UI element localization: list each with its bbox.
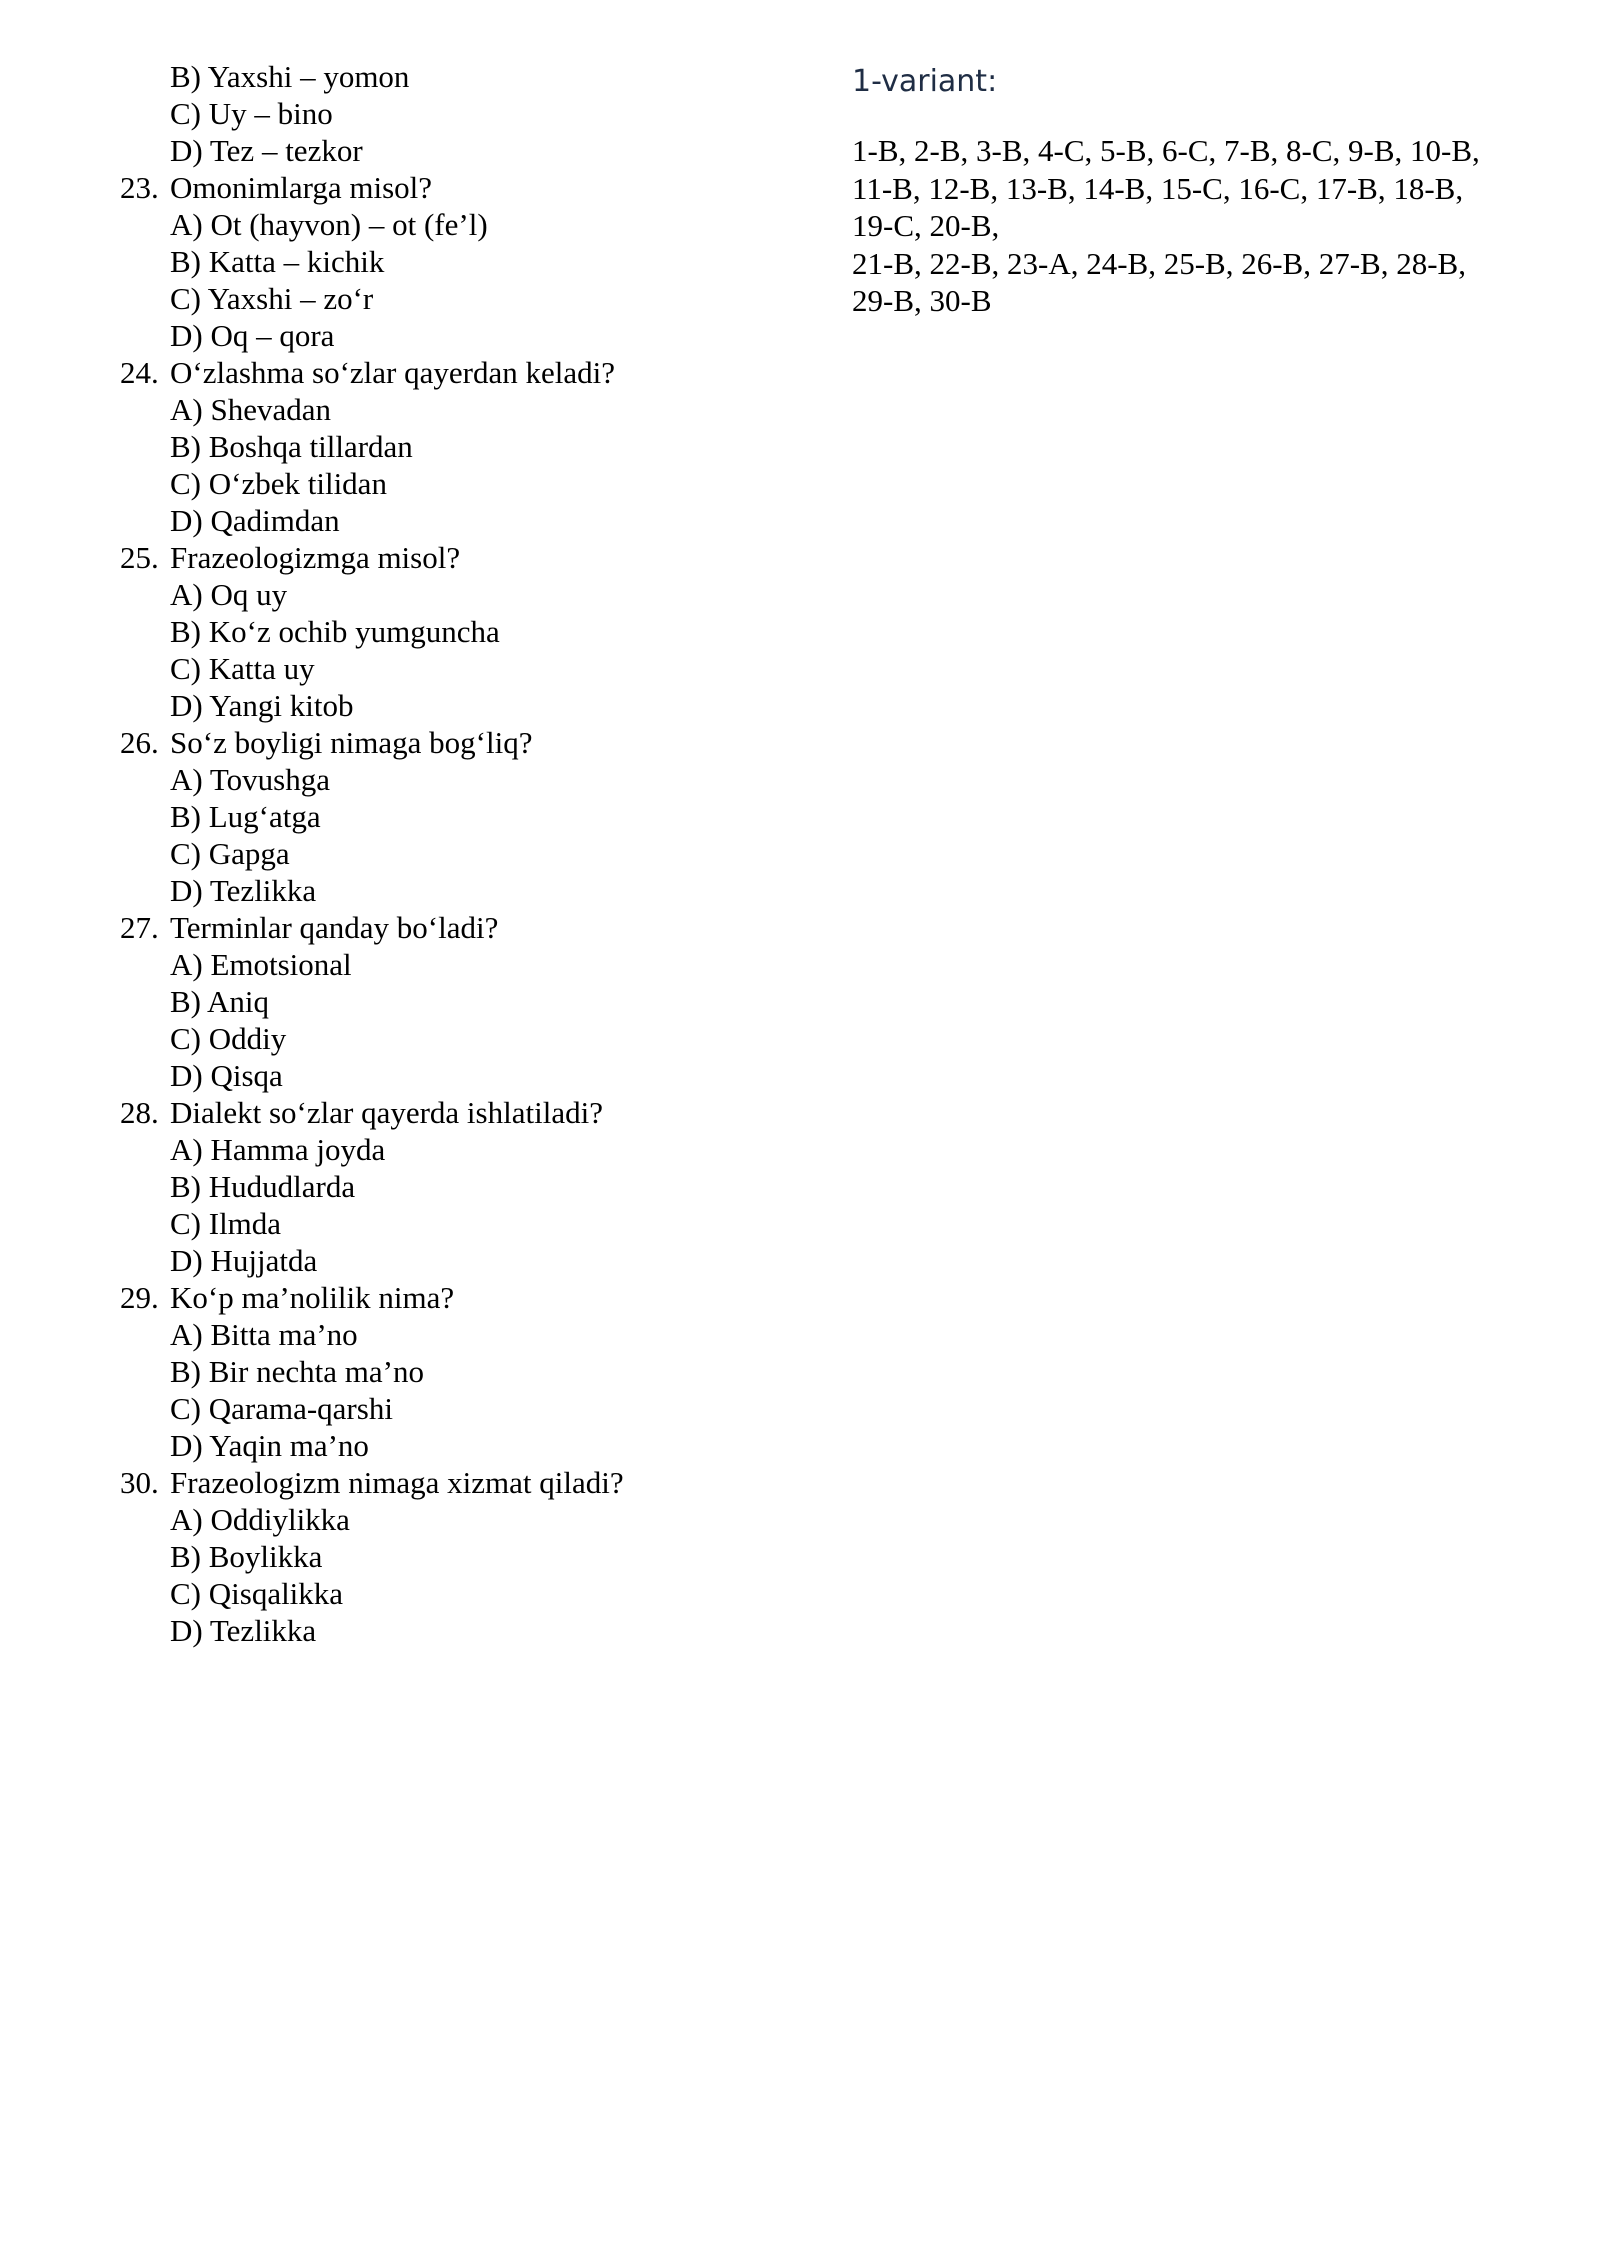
answer-line: 11-B, 12-B, 13-B, 14-B, 15-C, 16-C, 17-B, 18-B, [852,170,1464,206]
option: A) Shevadan [170,392,331,427]
answer-key-lines [852,132,1552,320]
question-block [120,1094,820,1279]
question-block [120,724,820,909]
option: D) Hujjatda [170,1243,318,1278]
question-number: 27. [120,910,159,945]
question [120,1279,820,1316]
option: B) Bir nechta ma’no [170,1354,424,1389]
option: A) Oq uy [170,577,288,612]
question-number: 28. [120,1095,159,1130]
question-block [120,1464,820,1649]
option: C) Gapga [170,836,290,871]
question-block [120,354,820,539]
question [120,169,820,206]
question-number: 26. [120,725,159,760]
question [120,539,820,576]
answer-line: 1-B, 2-B, 3-B, 4-C, 5-B, 6-C, 7-B, 8-C, 9-B, 10-B, [852,133,1480,168]
question-text: Omonimlarga misol? [170,170,433,205]
question [120,724,820,761]
question-text: Ko‘p ma’nolilik nima? [170,1280,455,1315]
answer-key-title: 1-variant: [852,64,998,99]
question-block [120,539,820,724]
option: C) Qarama-qarshi [170,1391,393,1426]
question-block [120,1279,820,1464]
question-block [120,909,820,1094]
question-number: 23. [120,170,159,205]
question-number: 24. [120,355,159,390]
question-text: O‘zlashma so‘zlar qayerdan keladi? [170,355,615,390]
option: A) Hamma joyda [170,1132,386,1167]
option: D) Qadimdan [170,503,340,538]
option: A) Tovushga [170,762,330,797]
option: D) Oq – qora [170,318,335,353]
question [120,909,820,946]
option: D) Tez – tezkor [170,133,363,168]
question [120,1094,820,1131]
option: B) Lug‘atga [170,799,321,834]
answer-key-column [852,58,1552,320]
option: D) Tezlikka [170,873,317,908]
questions-column [120,58,820,1649]
option: B) Aniq [170,984,270,1019]
option: C) Ilmda [170,1206,282,1241]
answer-line: 29-B, 30-B [852,283,992,318]
question-number: 30. [120,1465,159,1500]
option: C) Qisqalikka [170,1576,344,1611]
option: B) Boshqa tillardan [170,429,413,464]
option: C) Yaxshi – zo‘r [170,281,374,316]
answer-line: 21-B, 22-B, 23-A, 24-B, 25-B, 26-B, 27-B, 28-B, [852,245,1466,281]
option: B) Hududlarda [170,1169,356,1204]
option: A) Emotsional [170,947,352,982]
answer-line: 19-C, 20-B, [852,208,1000,243]
option: C) O‘zbek tilidan [170,466,387,501]
option: A) Bitta ma’no [170,1317,358,1352]
question-text: Frazeologizm nimaga xizmat qiladi? [170,1465,624,1500]
option: D) Qisqa [170,1058,283,1093]
question [120,1464,820,1501]
question-text: Dialekt so‘zlar qayerda ishlatiladi? [170,1095,603,1130]
question-block [120,169,820,354]
question [120,354,820,391]
option: B) Boylikka [170,1539,323,1574]
question-number: 29. [120,1280,159,1315]
option: D) Tezlikka [170,1613,317,1648]
option: B) Yaxshi – yomon [170,59,410,94]
option: A) Oddiylikka [170,1502,350,1537]
option: C) Katta uy [170,651,315,686]
question-text: Terminlar qanday bo‘ladi? [170,910,499,945]
option: C) Uy – bino [170,96,333,131]
continued-options [120,58,820,169]
option: B) Ko‘z ochib yumguncha [170,614,500,649]
question-text: So‘z boyligi nimaga bog‘liq? [170,725,533,760]
option: D) Yangi kitob [170,688,354,723]
question-number: 25. [120,540,159,575]
question-text: Frazeologizmga misol? [170,540,461,575]
option: C) Oddiy [170,1021,287,1056]
option: B) Katta – kichik [170,244,385,279]
option: D) Yaqin ma’no [170,1428,369,1463]
question-list [120,169,820,1649]
option: A) Ot (hayvon) – ot (fe’l) [170,207,488,242]
